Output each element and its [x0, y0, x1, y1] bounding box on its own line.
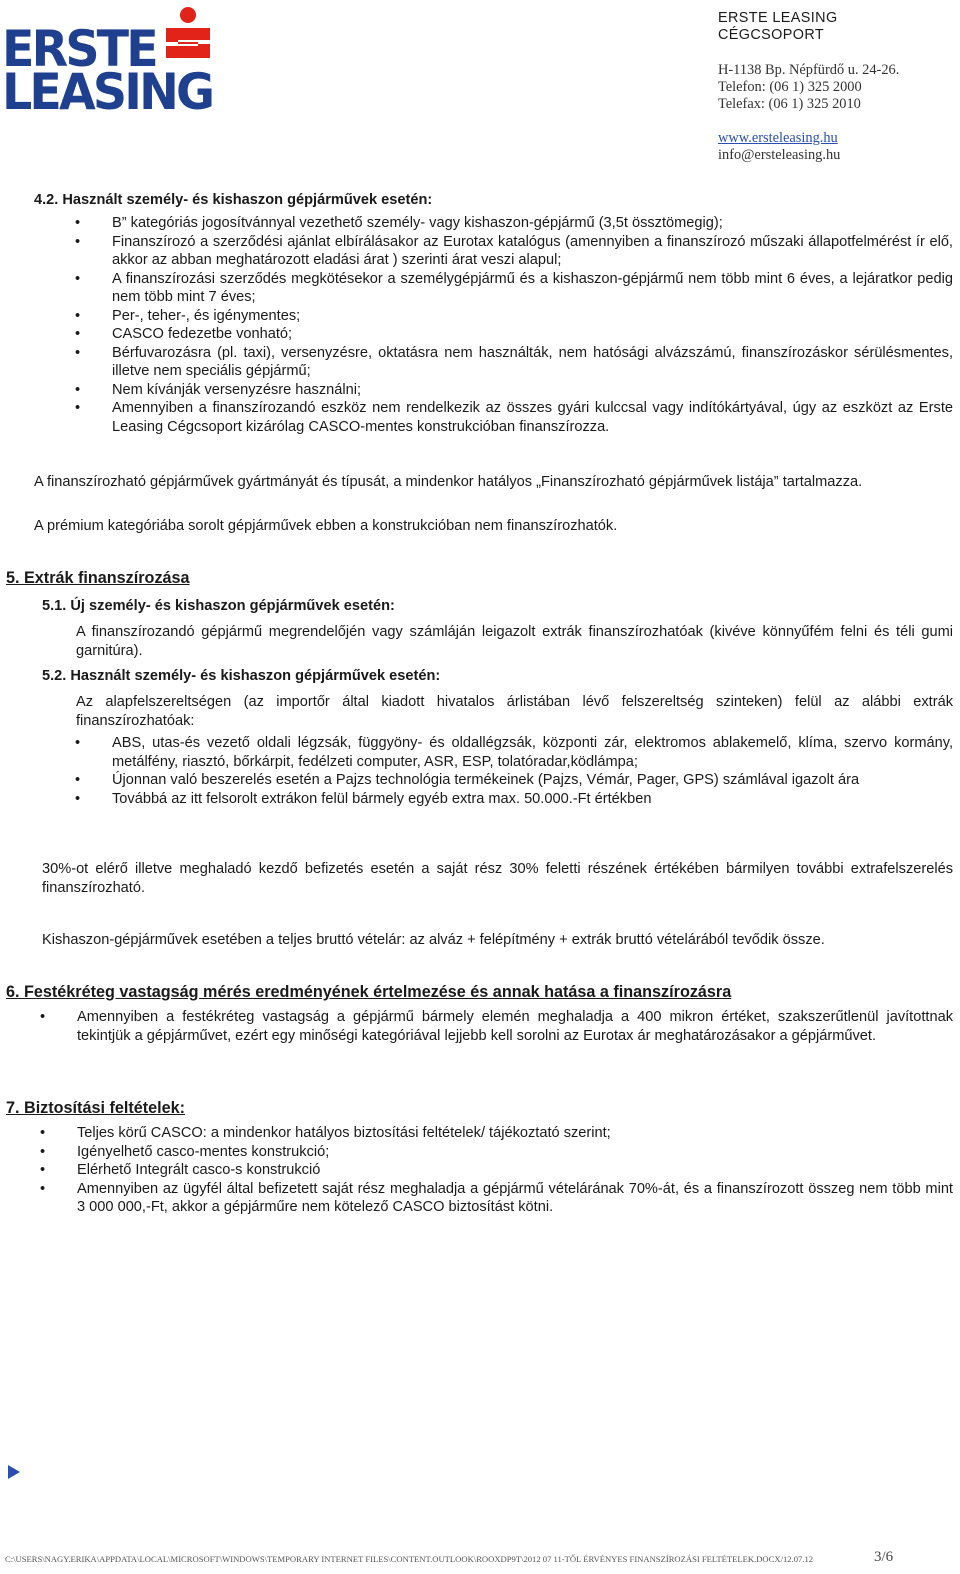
section-5-2-text: Az alapfelszereltségen (az importőr által kiadott hivatalos árlistában lévő felszereltség szinteken) felül az alábbi extrák finanszírozhatóak: [76, 694, 953, 729]
email: info@ersteleasing.hu [718, 147, 841, 163]
light-commercial-price-note: Kishaszon-gépjárművek esetében a teljes bruttó vételár: az alváz + felépítmény + extrák bruttó vételárából tevődik össze. [42, 932, 825, 948]
list-item: • Nem kívánják versenyzésre használni; [75, 381, 362, 398]
list-item: • Bérfuvarozásra (pl. taxi), versenyzésre, oktatásra nem használták, nem hatósági alvázszámú, finanszírozáskor sérülésmentes, illetve nem speciális gépjármű; [75, 344, 953, 379]
next-page-arrow-icon[interactable] [8, 1465, 20, 1479]
section-7-title: 7. Biztosítási feltételek: [6, 1099, 186, 1117]
list-item: • Igényelhető casco-mentes konstrukció; [40, 1143, 330, 1160]
website-link[interactable]: www.ersteleasing.hu [718, 130, 838, 146]
list-item: • Per-, teher-, és igénymentes; [75, 307, 301, 324]
list-item: • Finanszírozó a szerződési ajánlat elbírálásakor az Eurotax katalógus (amennyiben a finanszírozó műszaki állapotfelmérést ír elő, akkor az abban meghatározott eladási árat ) szerinti árat veszi alapul; [75, 233, 953, 268]
company-line-2: CÉGCSOPORT [718, 27, 825, 43]
premium-category-note: A prémium kategóriába sorolt gépjárművek ebben a konstrukcióban nem finanszírozhatók. [34, 518, 618, 534]
down-payment-note: 30%-ot elérő illetve meghaladó kezdő befizetés esetén a saját rész 30% feletti részének értékében bármilyen további extrafelszerelés finanszírozható. [42, 861, 953, 896]
section-5-1-text: A finanszírozandó gépjármű megrendelőjén vagy számláján leigazolt extrák finanszírozhatóak (kivéve könnyűfém felni és téli gumi garnitúra). [76, 624, 953, 659]
list-item: • Továbbá az itt felsorolt extrákon felül bármely egyéb extra max. 50.000.-Ft értékben [75, 790, 652, 807]
company-name [718, 10, 838, 44]
list-item: • Teljes körű CASCO: a mindenkor hatályos biztosítási feltételek/ tájékoztató szerint; [40, 1125, 611, 1141]
list-item: • CASCO fedezetbe vonható; [75, 326, 293, 342]
list-item: • Amennyiben a finanszírozandó eszköz nem rendelkezik az összes gyári kulccsal vagy indítókártyával, úgy az eszközt az Erste Leasing Cégcsoport kizárólag CASCO-mentes konstrukcióban finanszírozza. [75, 400, 953, 435]
erste-leasing-logo [2, 6, 217, 121]
logo-word-erste: ERSTE [2, 20, 156, 78]
phone: Telefon: (06 1) 325 2000 [718, 79, 862, 95]
list-item: • Amennyiben a festékréteg vastagság a gépjármű bármely elemén meghaladja a 400 mikron értéket, szakszerűtlenül javítottnak tekintjük a gépjárművet, ezért egy minőségi kategóriával lejjebb kell sorolni az Eurotax ár meghatározásakor a gépjárművet. [40, 1009, 953, 1044]
section-5-1-title: 5.1. Új személy- és kishaszon gépjárművek esetén: [42, 598, 395, 614]
web-block [718, 130, 840, 164]
address: H-1138 Bp. Népfürdő u. 24-26. [718, 62, 900, 78]
section-5-2-title: 5.2. Használt személy- és kishaszon gépjárművek esetén: [42, 668, 441, 684]
list-item: • B” kategóriás jogosítvánnyal vezethető személy- vagy kishaszon-gépjármű (3,5t össztömegig); [75, 215, 723, 231]
section-4-2-list [75, 214, 953, 436]
fax: Telefax: (06 1) 325 2010 [718, 96, 861, 112]
section-5-title: 5. Extrák finanszírozása [6, 569, 190, 587]
list-item: • A finanszírozási szerződés megkötésekor a személygépjármű és a kishaszon-gépjármű nem több mint 6 éves, a lejáratkor pedig nem több mint 7 éves; [75, 270, 953, 305]
page-number: 3/6 [874, 1549, 894, 1565]
section-6-title: 6. Festékréteg vastagság mérés eredményének értelmezése és annak hatása a finanszírozásra [6, 983, 732, 1001]
footer-file-path: C:\USERS\NAGY.ERIKA\APPDATA\LOCAL\MICROSOFT\WINDOWS\TEMPORARY INTERNET FILES\CONTENT.OUTLOOK\ROOXDP9T\2012 07 11-TŐL ÉRVÉNYES FINANSZÍROZÁSI FELTÉTELEK.DOCX/12.07.12 [5, 1554, 814, 1564]
section-5-2-list [75, 734, 953, 808]
list-item: • Újonnan való beszerelés esetén a Pajzs technológia termékeinek (Pajzs, Vémár, Pager, GPS) számlával igazolt ára [75, 772, 860, 788]
list-item: • Elérhető Integrált casco-s konstrukció [40, 1162, 321, 1178]
contact-block [718, 62, 899, 113]
list-item: • Amennyiben az ügyfél által befizetett saját rész meghaladja a gépjármű vételárának 70%-át, és a finanszírozott összeg nem több mint 3 000 000,-Ft, akkor a gépjárműre nem kötelező CASCO biztosítást kötni. [40, 1180, 953, 1215]
section-4-2-title: 4.2. Használt személy- és kishaszon gépjárművek esetén: [34, 192, 433, 208]
company-line-1: ERSTE LEASING [718, 10, 838, 26]
financeable-vehicles-note: A finanszírozható gépjárművek gyártmányát és típusát, a mindenkor hatályos „Finanszírozható gépjárművek listája” tartalmazza. [34, 474, 863, 490]
list-item: • ABS, utas-és vezető oldali légzsák, függyöny- és oldallégzsák, központi zár, elektromos ablakemelő, klíma, szervo kormány, metálfény, riasztó, bőrkárpit, fedélzeti computer, ASR, ESP, tolatóradar,ködlámpa; [75, 735, 953, 770]
logo-word-leasing: LEASING [2, 63, 213, 121]
section-7-list [40, 1124, 953, 1217]
section-6-list [40, 1008, 953, 1045]
erste-s-mark-icon [160, 6, 216, 66]
